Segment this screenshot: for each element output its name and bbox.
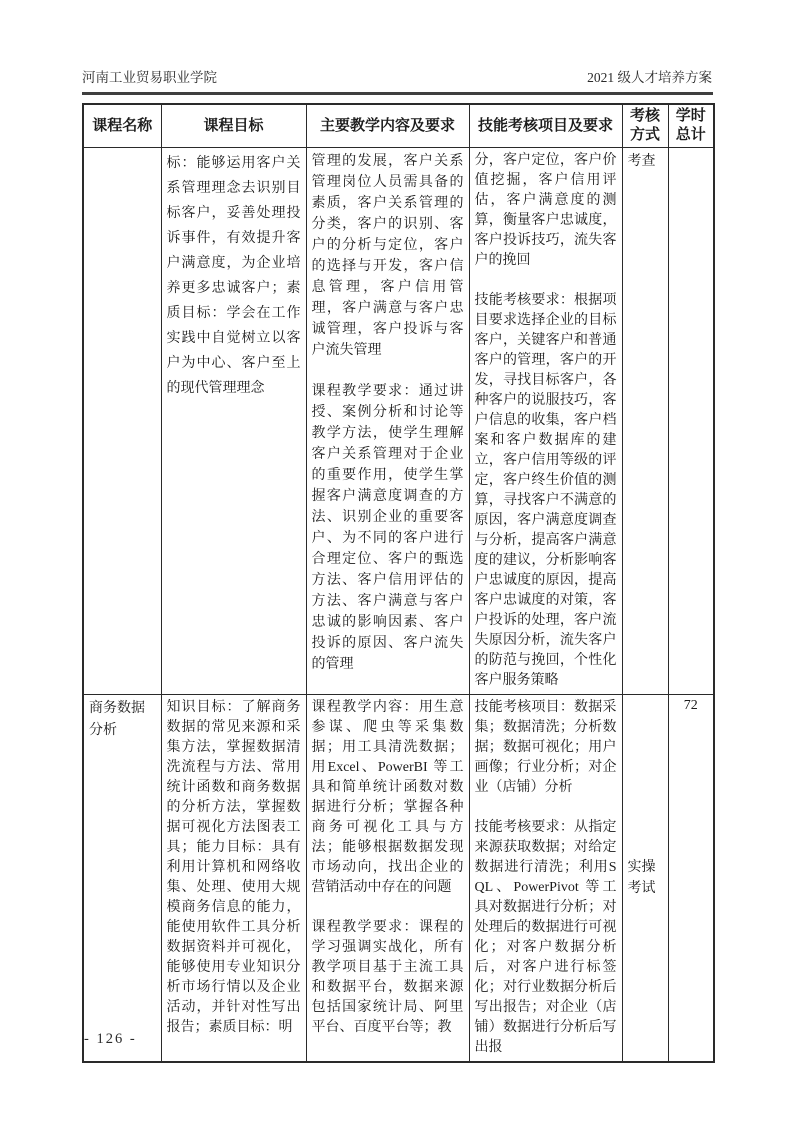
table-row: [83, 148, 714, 695]
content-paragraph-1: 课程教学内容：用生意参谋、爬虫等采集数据；用工具清洗数据；用Excel、PowerBI 等工具和简单统计函数对数据进行分析；掌握各种商务可视化工具与方法；能够根据数据发现市场动向，找出企业的营销活动中存在的问题: [311, 700, 464, 895]
cell-teaching-content: [306, 695, 469, 1063]
assessment-paragraph-2: 技能考核要求：根据项目要求选择企业的目标客户，关键客户和普通客户的管理，客户的开发，寻找目标客户，各种客户的说服技巧，客户信息的收集，客户档案和客户数据库的建立，客户信用等级的评定，客户终生价值的测算，寻找客户不满意的原因，客户满意度调查与分析，提高客户满意度的建议，分析影响客户忠诚度的原因，提高客户忠诚度的对策，客户投诉的处理，客户流失原因分析，流失客户的防范与挽回，个性化客户服务策略: [474, 293, 617, 688]
page-header: [82, 66, 712, 86]
content-paragraph-1: 管理的发展，客户关系管理岗位人员需具备的素质，客户关系管理的分类，客户的识别、客户的分析与定位，客户的选择与开发，客户信息管理，客户信用管理，客户满意与客户忠诚管理，客户投诉与客户流失管理: [311, 154, 464, 358]
cell-total-hours: [668, 148, 714, 695]
cell-course-goal: [161, 695, 306, 1063]
content-paragraph-2: 课程教学要求：课程的学习强调实战化，所有教学项目基于主流工具和数据平台，数据来源包括国家统计局、阿里平台、百度平台等；教: [311, 920, 464, 1035]
cell-course-name: [83, 148, 161, 695]
cell-skill-assessment: [469, 695, 622, 1063]
table-header-row: [83, 104, 714, 148]
cell-course-name: 商务数据分析: [83, 695, 161, 1063]
assessment-paragraph-2: 技能考核要求：从指定来源获取数据；对给定数据进行清洗；利用SQL、PowerPivot 等工具对数据进行分析；对处理后的数据进行可视化；对客户数据分析后，对客户进行标签化；对行业数据分析后写出报告；对企业（店铺）数据进行分析后写出报: [474, 820, 617, 1055]
goal-paragraph: 标：能够运用客户关系管理理念去识别目标客户，妥善处理投诉事件，有效提升客户满意度，为企业培养更多忠诚客户；素质目标：学会在工作实践中自觉树立以客户为中心、客户至上的现代管理理念: [166, 156, 301, 396]
col-header-course-name: 课程名称: [83, 104, 161, 148]
col-header-course-goal: 课程目标: [161, 104, 306, 148]
cell-teaching-content: [306, 148, 469, 695]
header-rule: [82, 92, 713, 95]
school-name: 河南工业贸易职业学院: [82, 70, 217, 85]
course-table: [82, 103, 715, 1063]
cell-course-goal: [161, 148, 306, 695]
cell-assessment-method: 考查: [622, 148, 668, 695]
col-header-skill-assessment: 技能考核项目及要求: [469, 104, 622, 148]
plan-title: 2021 级人才培养方案: [587, 70, 712, 85]
col-header-assessment-method: 考核方式: [622, 104, 668, 148]
cell-skill-assessment: [469, 148, 622, 695]
cell-total-hours: 72: [668, 695, 714, 1063]
table-row: [83, 695, 714, 1063]
content-paragraph-2: 课程教学要求：通过讲授、案例分析和讨论等教学方法，使学生理解客户关系管理对于企业的重要作用，使学生掌握客户满意度调查的方法、识别企业的重要客户、为不同的客户进行合理定位、客户的甄选方法、客户信用评估的方法、客户满意与客户忠诚的影响因素、客户投诉的原因、客户流失的管理: [311, 384, 464, 672]
page-number: - 126 -: [84, 1031, 137, 1047]
goal-paragraph: 知识目标：了解商务数据的常见来源和采集方法，掌握数据清洗流程与方法、常用统计函数和商务数据的分析方法，掌握数据可视化方法图表工具；能力目标：具有利用计算机和网络收集、处理、使用大规模商务信息的能力，能使用软件工具分析数据资料并可视化，能够使用专业知识分析市场行情以及企业活动，并针对性写出报告；素质目标：明: [166, 700, 301, 1035]
col-header-total-hours: 学时总计: [668, 104, 714, 148]
assessment-paragraph-1: 技能考核项目：数据采集；数据清洗；分析数据；数据可视化；用户画像；行业分析；对企业（店铺）分析: [474, 700, 617, 795]
col-header-teaching-content: 主要教学内容及要求: [306, 104, 469, 148]
assessment-paragraph-1: 分，客户定位，客户价值挖掘，客户信用评估，客户满意度的测算，衡量客户忠诚度，客户投诉技巧，流失客户的挽回: [474, 153, 617, 268]
cell-assessment-method: 实操考试: [622, 695, 668, 1063]
